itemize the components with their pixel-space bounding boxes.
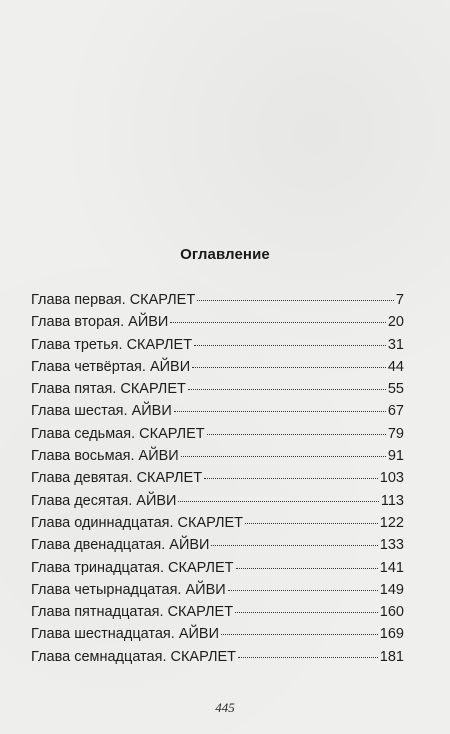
toc-entry (31, 534, 404, 556)
toc-entry-label: Глава двенадцатая. АЙВИ (31, 537, 210, 554)
toc-entry-label: Глава девятая. СКАРЛЕТ (31, 470, 203, 487)
toc-entry (31, 646, 404, 668)
toc-entry (31, 356, 404, 378)
toc-entry-page: 20 (387, 314, 404, 331)
toc-leader-dots (207, 434, 386, 435)
toc-entry-label: Глава третья. СКАРЛЕТ (31, 336, 193, 353)
toc-entry-page: 55 (387, 381, 404, 398)
toc-entry-page: 181 (379, 648, 404, 665)
toc-entry-page: 103 (379, 470, 404, 487)
toc-entry (31, 334, 404, 356)
toc-entry-label: Глава семнадцатая. СКАРЛЕТ (31, 648, 237, 665)
toc-entry (31, 512, 404, 534)
toc-entry-page: 113 (380, 492, 404, 509)
toc-leader-dots (238, 657, 378, 658)
toc-list (31, 289, 404, 668)
toc-entry-label: Глава пятнадцатая. СКАРЛЕТ (31, 604, 234, 621)
toc-leader-dots (235, 612, 378, 613)
toc-leader-dots (228, 590, 378, 591)
toc-entry-page: 44 (387, 358, 404, 375)
toc-leader-dots (197, 300, 394, 301)
toc-leader-dots (174, 411, 386, 412)
toc-entry (31, 311, 404, 333)
page-number: 445 (215, 700, 235, 715)
toc-leader-dots (188, 389, 386, 390)
toc-entry-label: Глава восьмая. АЙВИ (31, 448, 179, 465)
toc-entry-page: 169 (379, 626, 404, 643)
toc-entry-page: 160 (379, 604, 404, 621)
toc-entry (31, 579, 404, 601)
toc-entry (31, 601, 404, 623)
toc-entry-page: 122 (379, 514, 404, 531)
toc-entry-page: 141 (379, 559, 404, 576)
toc-entry-page: 133 (379, 537, 404, 554)
toc-entry-label: Глава десятая. АЙВИ (31, 492, 177, 509)
toc-leader-dots (221, 634, 378, 635)
toc-leader-dots (194, 345, 386, 346)
toc-entry-page: 79 (387, 425, 404, 442)
toc-entry-page: 149 (379, 581, 404, 598)
toc-entry-label: Глава шестнадцатая. АЙВИ (31, 626, 220, 643)
toc-leader-dots (170, 322, 386, 323)
toc-entry (31, 400, 404, 422)
toc-leader-dots (192, 367, 386, 368)
toc-title: Оглавление (180, 246, 270, 263)
toc-entry (31, 557, 404, 579)
toc-entry-label: Глава первая. СКАРЛЕТ (31, 292, 196, 308)
toc-entry-page: 67 (387, 403, 404, 420)
toc-entry-label: Глава пятая. СКАРЛЕТ (31, 381, 186, 398)
toc-entry (31, 623, 404, 645)
toc-entry-label: Глава тринадцатая. СКАРЛЕТ (31, 559, 234, 576)
toc-entry-page: 31 (387, 336, 404, 353)
toc-leader-dots (236, 568, 378, 569)
toc-leader-dots (211, 545, 377, 546)
toc-entry (31, 490, 404, 512)
toc-leader-dots (245, 523, 378, 524)
toc-entry-label: Глава вторая. АЙВИ (31, 314, 169, 331)
toc-entry (31, 445, 404, 467)
toc-leader-dots (181, 456, 386, 457)
toc-entry (31, 289, 404, 311)
toc-entry (31, 467, 404, 489)
toc-entry-label: Глава четырнадцатая. АЙВИ (31, 581, 226, 598)
toc-entry (31, 378, 404, 400)
toc-entry-label: Глава шестая. АЙВИ (31, 403, 172, 420)
toc-entry-page: 7 (395, 292, 404, 308)
toc-entry-label: Глава четвёртая. АЙВИ (31, 358, 191, 375)
toc-entry-label: Глава седьмая. СКАРЛЕТ (31, 425, 205, 442)
toc-leader-dots (178, 501, 378, 502)
toc-leader-dots (204, 478, 378, 479)
toc-entry-page: 91 (387, 448, 404, 465)
toc-entry (31, 423, 404, 445)
toc-entry-label: Глава одиннадцатая. СКАРЛЕТ (31, 514, 244, 531)
